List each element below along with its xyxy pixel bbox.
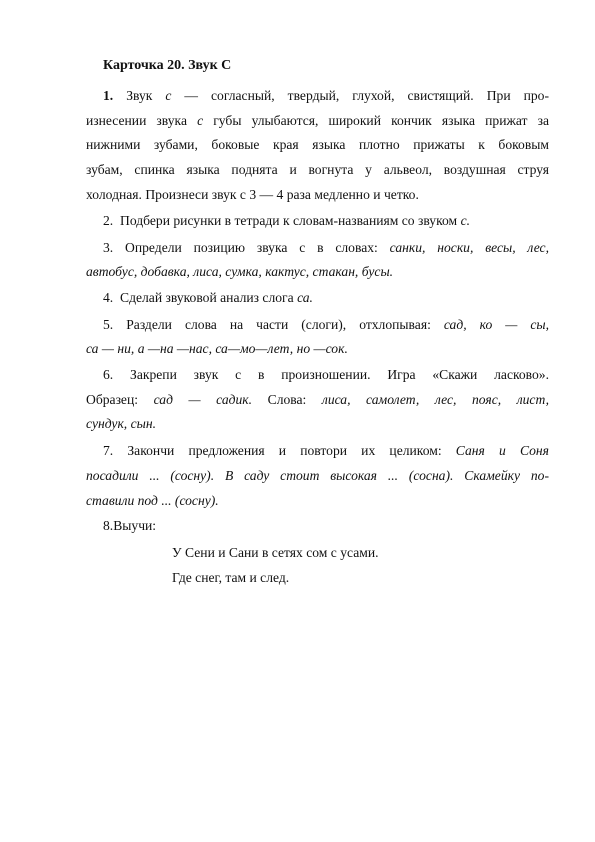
task-6-line-3: сундук, сын. <box>86 416 156 431</box>
task-6-number: 6. <box>103 367 114 382</box>
task-5-line-2: са — ни, а —на —нас, са—мо—лет, но —сок. <box>86 341 348 356</box>
card-title: Карточка 20. Звук С <box>103 58 232 73</box>
task-5-number: 5. <box>103 317 114 332</box>
task-2: 2. Подбери рисунки в тетради к словам-названиям со звуком с. <box>103 213 470 228</box>
task-3-line-1: 3. Определи позицию звука с в словах: санки, носки, весы, лес, <box>103 240 549 255</box>
poem-line-1: У Сени и Сани в сетях сом с усами. <box>172 545 379 560</box>
task-1-line-5: холодная. Произнеси звук с 3 — 4 раза медленно и четко. <box>86 187 419 202</box>
task-1-line-3: нижними зубами, боковые края языка плотно прижаты к боковым <box>86 137 549 152</box>
poem-line-2: Где снег, там и след. <box>172 570 290 585</box>
task-7-line-2: посадили ... (сосну). В саду стоит высокая ... (сосна). Скамейку по- <box>86 468 549 483</box>
task-1-number: 1. <box>103 88 114 103</box>
task-7-number: 7. <box>103 443 114 458</box>
task-3-number: 3. <box>103 240 114 255</box>
task-1-line-1: 1. Звук с — согласный, твердый, глухой, свистящий. При про- <box>103 88 549 103</box>
task-4-number: 4. <box>103 290 114 305</box>
task-7-line-3: ставили под ... (сосну). <box>86 493 219 508</box>
task-4: 4. Сделай звуковой анализ слога са. <box>103 290 313 305</box>
task-7-line-1: 7. Закончи предложения и повтори их целиком: Саня и Соня <box>103 443 549 458</box>
task-3-line-2: автобус, добавка, лиса, сумка, кактус, стакан, бусы. <box>86 264 394 279</box>
task-8-label: 8.Выучи: <box>103 518 157 533</box>
task-6-line-2: Образец: сад — садик. Слова: лиса, самолет, лес, пояс, лист, <box>86 392 550 407</box>
task-2-number: 2. <box>103 213 114 228</box>
task-1-line-4: зубам, спинка языка поднята и вогнута у альвеол, воздушная струя <box>86 162 549 177</box>
task-5-line-1: 5. Раздели слова на части (слоги), отхлопывая: сад, ко — сы, <box>103 317 550 332</box>
task-1-line-2: изнесении звука с губы улыбаются, широкий кончик языка прижат за <box>86 113 549 128</box>
task-6-line-1: 6. Закрепи звук с в произношении. Игра «Скажи ласково». <box>103 367 549 382</box>
